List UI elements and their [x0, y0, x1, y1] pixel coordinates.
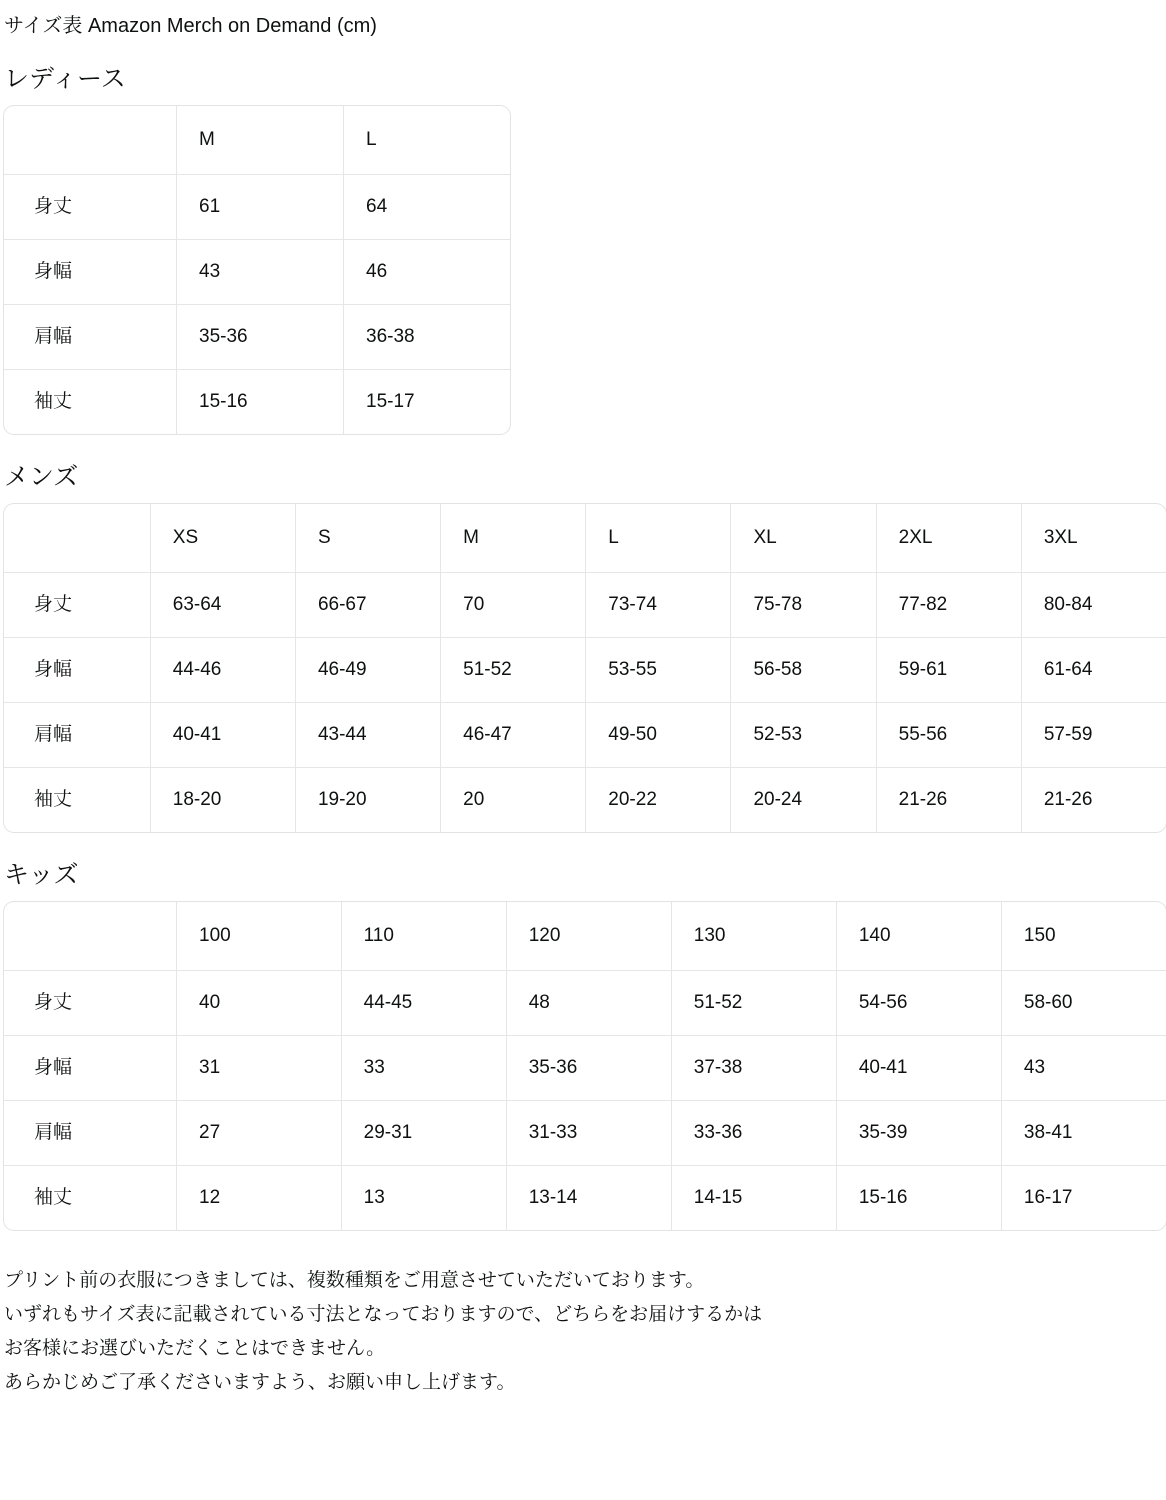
table-cell: 31-33: [506, 1101, 671, 1166]
table-cell: 63-64: [150, 573, 295, 638]
table-cell: 33: [341, 1036, 506, 1101]
table-cell: 31: [177, 1036, 342, 1101]
table-cell: 51-52: [441, 638, 586, 703]
table-row: [4, 971, 1166, 1036]
size-table-mens: [4, 504, 1166, 832]
column-header: S: [295, 504, 440, 573]
table-cell: 61-64: [1021, 638, 1166, 703]
table-cell: 57-59: [1021, 703, 1166, 768]
table-cell: 77-82: [876, 573, 1021, 638]
table-cell: 56-58: [731, 638, 876, 703]
table-cell: 73-74: [586, 573, 731, 638]
size-table-ladies: [4, 106, 510, 434]
table-cell: 44-45: [341, 971, 506, 1036]
table-cell: 14-15: [671, 1166, 836, 1231]
table-body: [4, 971, 1166, 1231]
table-row: [4, 768, 1166, 833]
section-heading-kids: キッズ: [4, 861, 79, 889]
table-cell: 52-53: [731, 703, 876, 768]
table-head: [4, 902, 1166, 971]
table-cell: 13: [341, 1166, 506, 1231]
table-cell: 40: [177, 971, 342, 1036]
table-cell: 48: [506, 971, 671, 1036]
table-row: [4, 370, 510, 435]
section-ladies: [0, 62, 1166, 434]
row-label: 身丈: [4, 175, 177, 240]
column-header: 3XL: [1021, 504, 1166, 573]
table-cell: 37-38: [671, 1036, 836, 1101]
table-cell: 54-56: [836, 971, 1001, 1036]
note-line: いずれもサイズ表に記載されている寸法となっておりますので、どちらをお届けするかは: [4, 1304, 763, 1325]
table-head: [4, 504, 1166, 573]
page-title: サイズ表 Amazon Merch on Demand (cm): [4, 15, 377, 37]
table-row: [4, 703, 1166, 768]
table-cell: 20: [441, 768, 586, 833]
table-row: [4, 240, 510, 305]
table-cell: 46-47: [441, 703, 586, 768]
column-header: XS: [150, 504, 295, 573]
table-cell: 46: [344, 240, 511, 305]
table-cell: 27: [177, 1101, 342, 1166]
table-row: [4, 1101, 1166, 1166]
column-header: XL: [731, 504, 876, 573]
column-header: 2XL: [876, 504, 1021, 573]
table-body: [4, 175, 510, 435]
table-cell: 61: [177, 175, 344, 240]
table-cell: 21-26: [1021, 768, 1166, 833]
table-cell: 43-44: [295, 703, 440, 768]
table-cell: 43: [1001, 1036, 1166, 1101]
table-corner-cell: [4, 106, 177, 175]
table-cell: 15-17: [344, 370, 511, 435]
section-heading-mens: メンズ: [4, 463, 79, 491]
table-header-row: [4, 902, 1166, 971]
table-row: [4, 1166, 1166, 1231]
table-header-row: [4, 106, 510, 175]
table-corner-cell: [4, 902, 177, 971]
table-cell: 64: [344, 175, 511, 240]
table-cell: 20-24: [731, 768, 876, 833]
size-table-kids: [4, 902, 1166, 1230]
column-header: M: [441, 504, 586, 573]
table-cell: 35-36: [177, 305, 344, 370]
table-cell: 49-50: [586, 703, 731, 768]
section-mens: [0, 460, 1166, 832]
section-kids: [0, 858, 1166, 1230]
table-header-row: [4, 504, 1166, 573]
table-cell: 18-20: [150, 768, 295, 833]
table-cell: 35-36: [506, 1036, 671, 1101]
column-header: L: [344, 106, 511, 175]
table-cell: 35-39: [836, 1101, 1001, 1166]
table-cell: 29-31: [341, 1101, 506, 1166]
table-cell: 59-61: [876, 638, 1021, 703]
table-cell: 19-20: [295, 768, 440, 833]
table-cell: 15-16: [836, 1166, 1001, 1231]
table-cell: 12: [177, 1166, 342, 1231]
table-cell: 16-17: [1001, 1166, 1166, 1231]
row-label: 袖丈: [4, 1166, 177, 1231]
row-label: 袖丈: [4, 370, 177, 435]
table-row: [4, 638, 1166, 703]
table-row: [4, 1036, 1166, 1101]
table-cell: 46-49: [295, 638, 440, 703]
table-cell: 20-22: [586, 768, 731, 833]
column-header: 150: [1001, 902, 1166, 971]
row-label: 肩幅: [4, 703, 150, 768]
row-label: 身丈: [4, 971, 177, 1036]
table-cell: 70: [441, 573, 586, 638]
table-cell: 38-41: [1001, 1101, 1166, 1166]
table-row: [4, 305, 510, 370]
table-cell: 21-26: [876, 768, 1021, 833]
row-label: 肩幅: [4, 1101, 177, 1166]
table-cell: 58-60: [1001, 971, 1166, 1036]
table-body: [4, 573, 1166, 833]
row-label: 身丈: [4, 573, 150, 638]
table-cell: 55-56: [876, 703, 1021, 768]
column-header: 120: [506, 902, 671, 971]
table-cell: 13-14: [506, 1166, 671, 1231]
footer-note: [4, 1264, 1166, 1400]
row-label: 肩幅: [4, 305, 177, 370]
table-cell: 15-16: [177, 370, 344, 435]
column-header: 130: [671, 902, 836, 971]
note-line: お客様にお選びいただくことはできません。: [4, 1338, 386, 1359]
column-header: 110: [341, 902, 506, 971]
section-heading-ladies: レディース: [4, 65, 126, 93]
table-row: [4, 175, 510, 240]
note-line: あらかじめご了承くださいますよう、お願い申し上げます。: [4, 1372, 516, 1393]
table-cell: 40-41: [836, 1036, 1001, 1101]
table-cell: 44-46: [150, 638, 295, 703]
column-header: 100: [177, 902, 342, 971]
row-label: 袖丈: [4, 768, 150, 833]
row-label: 身幅: [4, 1036, 177, 1101]
table-cell: 36-38: [344, 305, 511, 370]
row-label: 身幅: [4, 240, 177, 305]
note-line: プリント前の衣服につきましては、複数種類をご用意させていただいております。: [4, 1270, 705, 1291]
table-cell: 66-67: [295, 573, 440, 638]
table-head: [4, 106, 510, 175]
table-cell: 40-41: [150, 703, 295, 768]
table-corner-cell: [4, 504, 150, 573]
table-cell: 43: [177, 240, 344, 305]
table-cell: 53-55: [586, 638, 731, 703]
row-label: 身幅: [4, 638, 150, 703]
table-cell: 33-36: [671, 1101, 836, 1166]
column-header: L: [586, 504, 731, 573]
table-cell: 51-52: [671, 971, 836, 1036]
column-header: M: [177, 106, 344, 175]
table-row: [4, 573, 1166, 638]
column-header: 140: [836, 902, 1001, 971]
table-cell: 75-78: [731, 573, 876, 638]
table-cell: 80-84: [1021, 573, 1166, 638]
